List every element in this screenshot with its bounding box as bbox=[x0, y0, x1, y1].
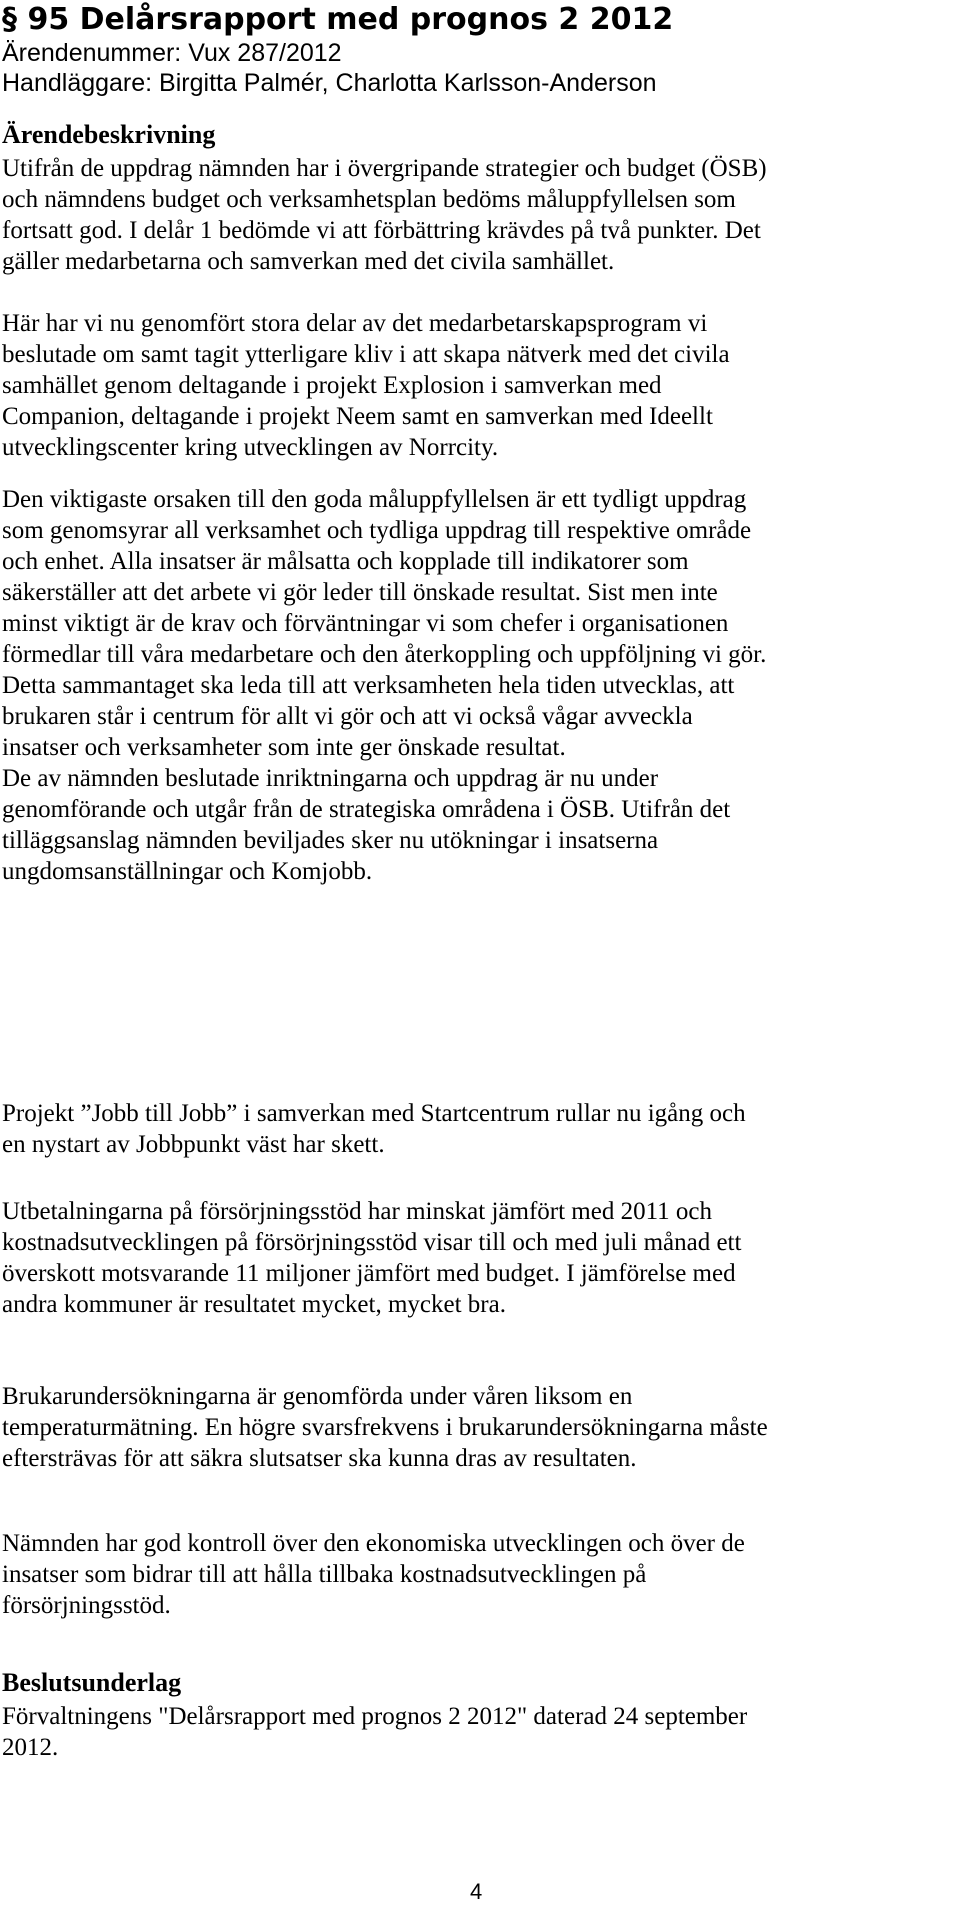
paragraph bbox=[2, 1381, 952, 1474]
section-title: § 95 Delårsrapport med prognos 2 2012 bbox=[2, 2, 674, 37]
case-handlers: Handläggare: Birgitta Palmér, Charlotta Karlsson-Anderson bbox=[2, 69, 657, 97]
text-line: Brukarundersökningarna är genomförda under våren liksom en bbox=[2, 1383, 633, 1410]
text-line: genomförande och utgår från de strategiska områdena i ÖSB. Utifrån det bbox=[2, 796, 731, 823]
text-line: förmedlar till våra medarbetare och den återkoppling och uppföljning vi gör. bbox=[2, 641, 767, 668]
paragraph bbox=[2, 484, 952, 887]
text-line: utvecklingscenter kring utvecklingen av Norrcity. bbox=[2, 434, 499, 461]
text-line: Här har vi nu genomfört stora delar av det medarbetarskapsprogram vi bbox=[2, 310, 708, 337]
text-line: gäller medarbetarna och samverkan med det civila samhället. bbox=[2, 248, 615, 275]
text-line: De av nämnden beslutade inriktningarna och uppdrag är nu under bbox=[2, 765, 659, 792]
page-number: 4 bbox=[470, 1879, 483, 1904]
paragraph bbox=[2, 308, 952, 463]
text-line: säkerställer att det arbete vi gör leder till önskade resultat. Sist men inte bbox=[2, 579, 718, 606]
text-line: beslutade om samt tagit ytterligare kliv i att skapa nätverk med det civila bbox=[2, 341, 730, 368]
paragraph bbox=[2, 1701, 952, 1763]
text-line: insatser som bidrar till att hålla tillbaka kostnadsutvecklingen på bbox=[2, 1561, 647, 1588]
text-line: Nämnden har god kontroll över den ekonomiska utvecklingen och över de bbox=[2, 1530, 745, 1557]
text-line: eftersträvas för att säkra slutsatser ska kunna dras av resultaten. bbox=[2, 1445, 637, 1472]
text-line: Utbetalningarna på försörjningsstöd har minskat jämfört med 2011 och bbox=[2, 1198, 713, 1225]
text-line: samhället genom deltagande i projekt Explosion i samverkan med bbox=[2, 372, 662, 399]
text-line: och nämndens budget och verksamhetsplan bedöms måluppfyllelsen som bbox=[2, 186, 736, 213]
paragraph bbox=[2, 1528, 952, 1621]
text-line: fortsatt god. I delår 1 bedömde vi att förbättring krävdes på två punkter. Det bbox=[2, 217, 761, 244]
text-line: brukaren står i centrum för allt vi gör och att vi också vågar avveckla bbox=[2, 703, 693, 730]
text-line: Utifrån de uppdrag nämnden har i övergripande strategier och budget (ÖSB) bbox=[2, 155, 767, 182]
text-line: insatser och verksamheter som inte ger önskade resultat. bbox=[2, 734, 566, 761]
basis-heading: Beslutsunderlag bbox=[2, 1668, 182, 1697]
text-line: överskott motsvarande 11 miljoner jämfört med budget. I jämförelse med bbox=[2, 1260, 736, 1287]
text-line: en nystart av Jobbpunkt väst har skett. bbox=[2, 1131, 385, 1158]
text-line: Projekt ”Jobb till Jobb” i samverkan med Startcentrum rullar nu igång och bbox=[2, 1100, 746, 1127]
text-line: Förvaltningens "Delårsrapport med prognos 2 2012" daterad 24 september bbox=[2, 1703, 748, 1730]
text-line: minst viktigt är de krav och förväntningar vi som chefer i organisationen bbox=[2, 610, 729, 637]
text-line: kostnadsutvecklingen på försörjningsstöd visar till och med juli månad ett bbox=[2, 1229, 742, 1256]
text-line: och enhet. Alla insatser är målsatta och kopplade till indikatorer som bbox=[2, 548, 689, 575]
case-number: Ärendenummer: Vux 287/2012 bbox=[2, 39, 342, 67]
description-heading: Ärendebeskrivning bbox=[2, 120, 216, 149]
paragraph bbox=[2, 1098, 952, 1160]
paragraph bbox=[2, 1196, 952, 1320]
text-line: Companion, deltagande i projekt Neem samt en samverkan med Ideellt bbox=[2, 403, 713, 430]
text-line: försörjningsstöd. bbox=[2, 1592, 171, 1619]
paragraph bbox=[2, 153, 952, 277]
text-line: tilläggsanslag nämnden beviljades sker nu utökningar i insatserna bbox=[2, 827, 659, 854]
text-line: andra kommuner är resultatet mycket, mycket bra. bbox=[2, 1291, 506, 1318]
text-line: temperaturmätning. En högre svarsfrekvens i brukarundersökningarna måste bbox=[2, 1414, 768, 1441]
text-line: ungdomsanställningar och Komjobb. bbox=[2, 858, 373, 885]
text-line: Detta sammantaget ska leda till att verksamheten hela tiden utvecklas, att bbox=[2, 672, 735, 699]
text-line: Den viktigaste orsaken till den goda måluppfyllelsen är ett tydligt uppdrag bbox=[2, 486, 747, 513]
text-line: som genomsyrar all verksamhet och tydliga uppdrag till respektive område bbox=[2, 517, 752, 544]
text-line: 2012. bbox=[2, 1734, 59, 1761]
